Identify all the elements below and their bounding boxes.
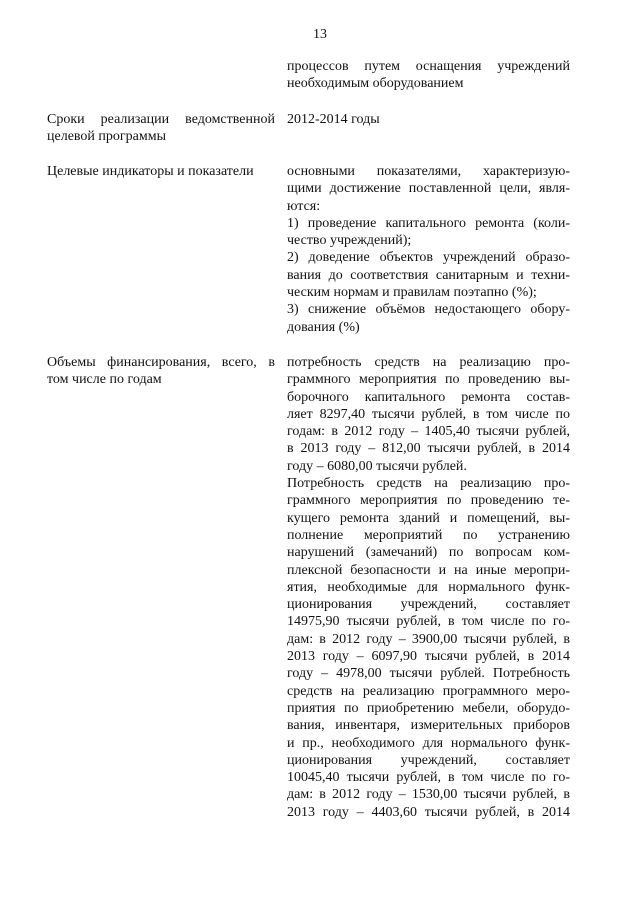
row-label	[47, 354, 275, 388]
value-line: дам: в 2012 году – 1530,00 тысячи рублей, в	[287, 787, 570, 803]
label-line: Сроки реализации ведомственной	[47, 112, 275, 127]
value-line: дам: в 2012 году – 3900,00 тысячи рублей, в	[287, 631, 570, 647]
value-line: борочного капитального ремонта состав-	[287, 389, 570, 405]
value-line: вания, инвентаря, измерительных приборов	[287, 718, 570, 734]
value-line: вания до соответствия санитарным и техни-	[287, 267, 570, 283]
row-label	[47, 111, 275, 145]
page-number: 13	[313, 27, 327, 42]
value-line: средств на реализацию программного меро-	[287, 683, 570, 699]
value-line: ционирования учреждений, составляет	[287, 597, 570, 613]
row-value	[287, 58, 570, 93]
value-line: кущего ремонта зданий и помещений, вы-	[287, 510, 570, 526]
value-line: граммного мероприятия по проведению вы-	[287, 372, 570, 388]
value-line: 2013 году – 6097,90 тысячи рублей, в 2014	[287, 649, 570, 665]
value-line: чество учреждений);	[287, 233, 412, 249]
value-line: Потребность средств на реализацию про-	[287, 476, 570, 492]
value-line: ческим нормам и правилам поэтапно (%);	[287, 285, 537, 301]
value-line: и пр., необходимого для нормального функ-	[287, 735, 570, 751]
value-line: 2013 году – 4403,60 тысячи рублей, в 2014	[287, 804, 570, 820]
value-line: 1) проведение капитального ремонта (коли-	[287, 215, 570, 231]
value-line: граммного мероприятия по проведению те-	[287, 493, 570, 509]
value-line: полнение мероприятий по устранению	[287, 527, 570, 543]
value-line: потребность средств на реализацию про-	[287, 355, 570, 370]
value-line: плексной безопасности и на иные меропри-	[287, 562, 570, 578]
value-line: 2) доведение объектов учреждений образо-	[287, 250, 570, 266]
value-line: приятия по приобретению мебели, оборудо-	[287, 700, 570, 716]
value-line: в 2013 году – 812,00 тысячи рублей, в 2014	[287, 441, 570, 457]
value-line: ционирования учреждений, составляет	[287, 752, 570, 768]
value-line: ются:	[287, 198, 321, 214]
row-value	[287, 354, 570, 821]
value-line: ляет 8297,40 тысячи рублей, в том числе по	[287, 406, 570, 422]
label-line: Объемы финансирования, всего, в	[47, 355, 275, 370]
value-line: нарушений (замечаний) по вопросам ком-	[287, 545, 570, 561]
value-line: процессов путем оснащения учреждений	[287, 59, 570, 74]
value-line: годам: в 2012 году – 1405,40 тысячи рублей,	[287, 424, 570, 440]
row-value	[287, 163, 570, 336]
value-line: году – 4978,00 тысячи рублей. Потребность	[287, 666, 570, 682]
value-line: ятия, необходимые для нормального функ-	[287, 579, 570, 595]
value-line: 3) снижение объёмов недостающего обору-	[287, 302, 570, 318]
row-value	[287, 111, 570, 128]
value-line: дования (%)	[287, 319, 360, 335]
label-line: том числе по годам	[47, 372, 162, 387]
label-line: Целевые индикаторы и показатели	[47, 164, 254, 179]
value-line: 14975,90 тысячи рублей, в том числе по го-	[287, 614, 570, 630]
value-line: 2012-2014 годы	[287, 112, 380, 127]
value-line: основными показателями, характеризую-	[287, 164, 570, 179]
value-line: щими достижение поставленной цели, явля-	[287, 181, 570, 197]
value-line: необходимым оборудованием	[287, 76, 464, 92]
row-label	[47, 163, 275, 180]
value-line: 10045,40 тысячи рублей, в том числе по го-	[287, 770, 570, 786]
label-line: целевой программы	[47, 129, 166, 144]
value-line: году – 6080,00 тысячи рублей.	[287, 458, 467, 474]
